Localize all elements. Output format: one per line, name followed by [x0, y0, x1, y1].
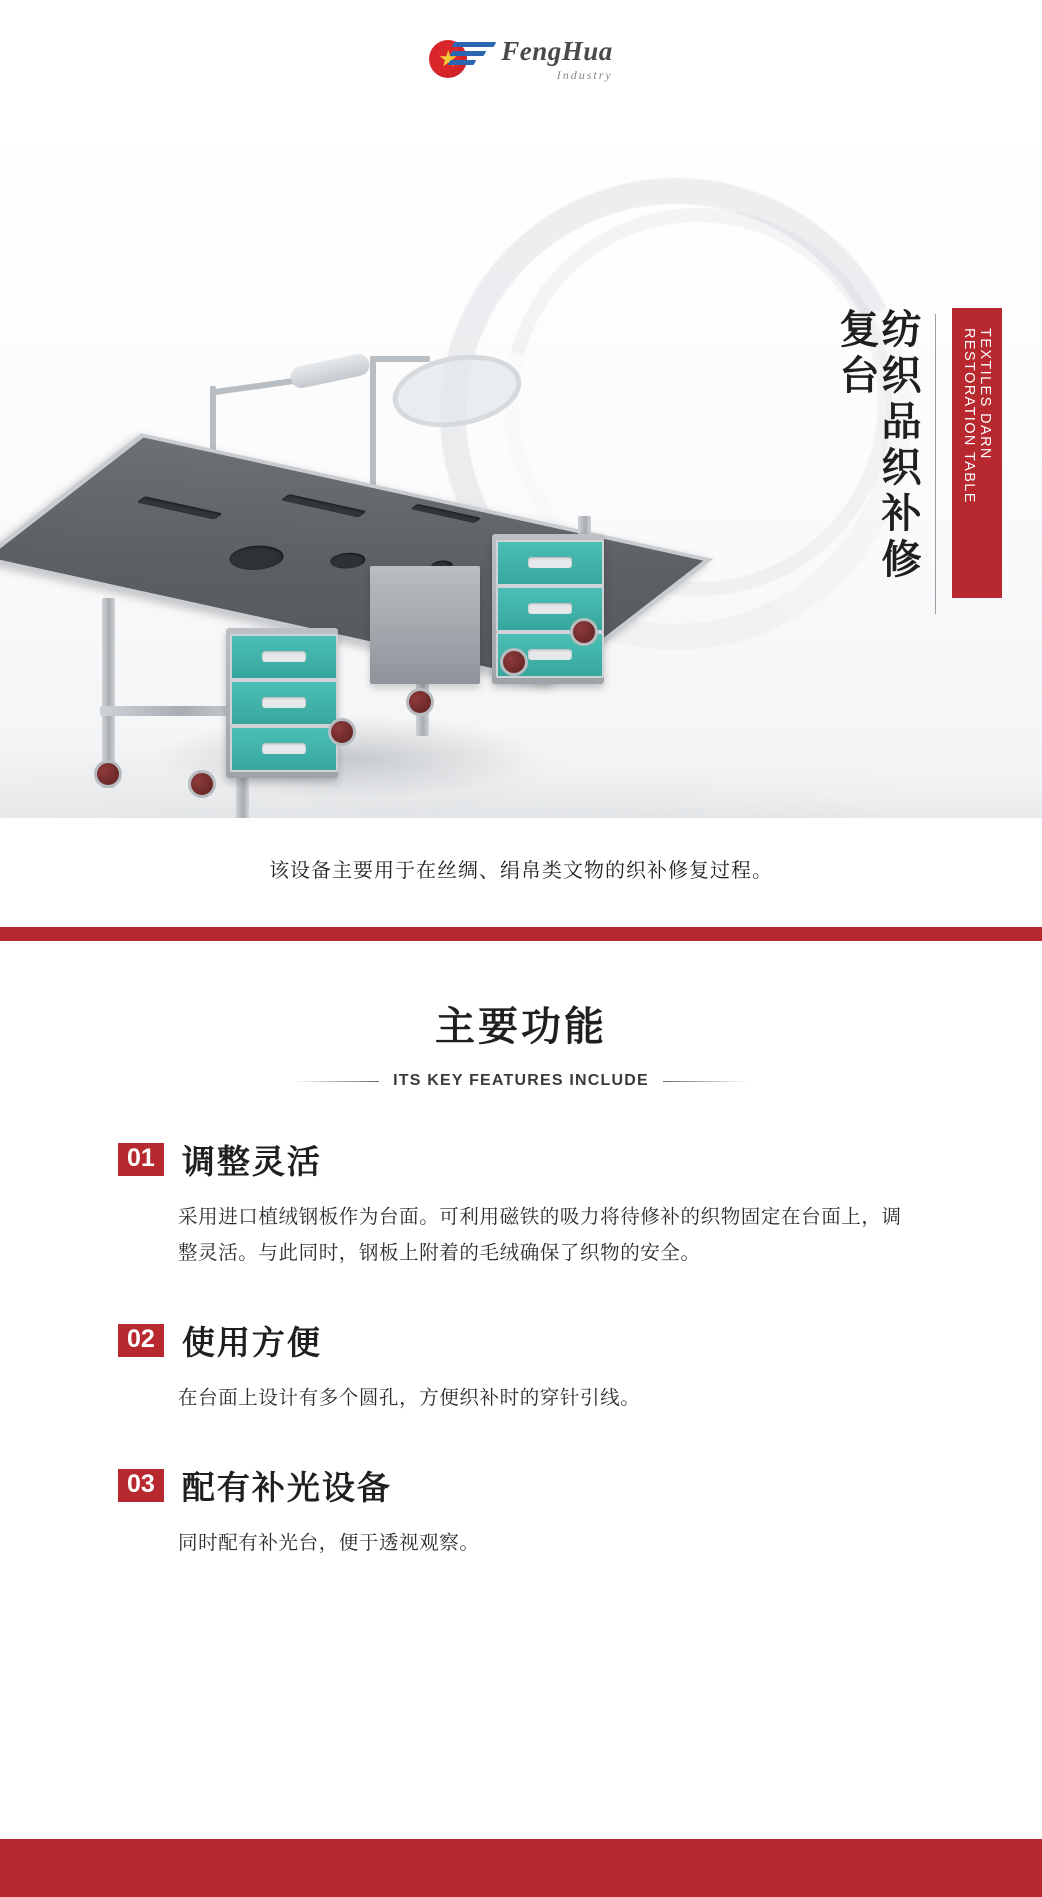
cabinet-center — [370, 566, 480, 684]
table-hole-2 — [323, 550, 372, 571]
drawer-handle-icon — [262, 697, 306, 708]
feature-head — [118, 1462, 924, 1509]
drawer-unit-left — [226, 628, 338, 778]
caster-wheel — [500, 646, 524, 676]
drawer-handle-icon — [528, 603, 572, 614]
hero-title-block — [835, 308, 1002, 618]
drawer-handle-icon — [262, 651, 306, 662]
caster-wheel — [328, 716, 352, 746]
lamp-arm-right-upper — [370, 356, 430, 362]
drawer[interactable] — [230, 634, 338, 680]
brand-wordmark — [501, 35, 613, 82]
caster-wheel — [94, 758, 118, 788]
feature-item-3 — [0, 1462, 1042, 1561]
drawer-handle-icon — [528, 557, 572, 568]
subtitle-line-right — [663, 1081, 749, 1082]
drawer[interactable] — [230, 680, 338, 726]
feature-number: 02 — [118, 1324, 164, 1357]
product-image — [40, 298, 660, 818]
feature-head — [118, 1317, 924, 1364]
table-slot-3 — [410, 504, 481, 523]
hero-title-divider — [935, 314, 936, 614]
feature-body: 在台面上设计有多个圆孔，方便织补时的穿针引线。 — [178, 1387, 641, 1410]
feature-body: 采用进口植绒钢板作为台面。可利用磁铁的吸力将待修补的织物固定在台面上，调整灵活。与此同时，钢板上附着的毛绒确保了织物的安全。 — [178, 1206, 902, 1265]
drawer[interactable] — [496, 540, 604, 586]
caster-wheel — [188, 768, 212, 798]
hero-title-cn: 纺织品织补修复台 — [834, 308, 920, 584]
feature-title: 配有补光设备 — [181, 1469, 392, 1507]
feature-number: 03 — [118, 1469, 164, 1502]
features-subtitle: ITS KEY FEATURES INCLUDE — [393, 1072, 649, 1089]
table-slot-1 — [137, 496, 223, 519]
footer-bar — [0, 1839, 1042, 1897]
feature-item-1 — [0, 1136, 1042, 1271]
brand-name: FengHua — [501, 35, 613, 66]
table-hole-1 — [219, 542, 294, 574]
section-divider-bar — [0, 927, 1042, 941]
table-slot-2 — [281, 494, 367, 517]
features-subtitle-row — [0, 1072, 1042, 1090]
caster-wheel — [406, 686, 430, 716]
feature-item-2 — [0, 1317, 1042, 1416]
feature-title: 使用方便 — [181, 1324, 322, 1362]
feature-title: 调整灵活 — [181, 1143, 322, 1180]
features-title: 主要功能 — [435, 1005, 607, 1049]
logo-swoosh-icon — [449, 42, 495, 72]
drawer-handle-icon — [528, 649, 572, 660]
brand-sub: Industry — [556, 67, 613, 82]
hero-caption: 该设备主要用于在丝绸、绢帛类文物的织补修复过程。 — [0, 818, 1042, 927]
features-section — [0, 941, 1042, 1561]
brand-logo — [429, 36, 613, 82]
hero-section — [0, 118, 1042, 818]
page-header — [0, 0, 1042, 118]
subtitle-line-left — [293, 1081, 379, 1082]
hero-title-en: TEXTILES DARN RESTORATION TABLE — [952, 308, 1002, 598]
fenghua-logo-icon — [429, 36, 491, 82]
caster-wheel — [570, 616, 594, 646]
feature-body: 同时配有补光台，便于透视观察。 — [178, 1532, 480, 1555]
lamp-head-left — [289, 352, 372, 390]
drawer-handle-icon — [262, 743, 306, 754]
feature-number: 01 — [118, 1143, 164, 1176]
drawer[interactable] — [230, 726, 338, 772]
feature-head — [118, 1136, 924, 1183]
